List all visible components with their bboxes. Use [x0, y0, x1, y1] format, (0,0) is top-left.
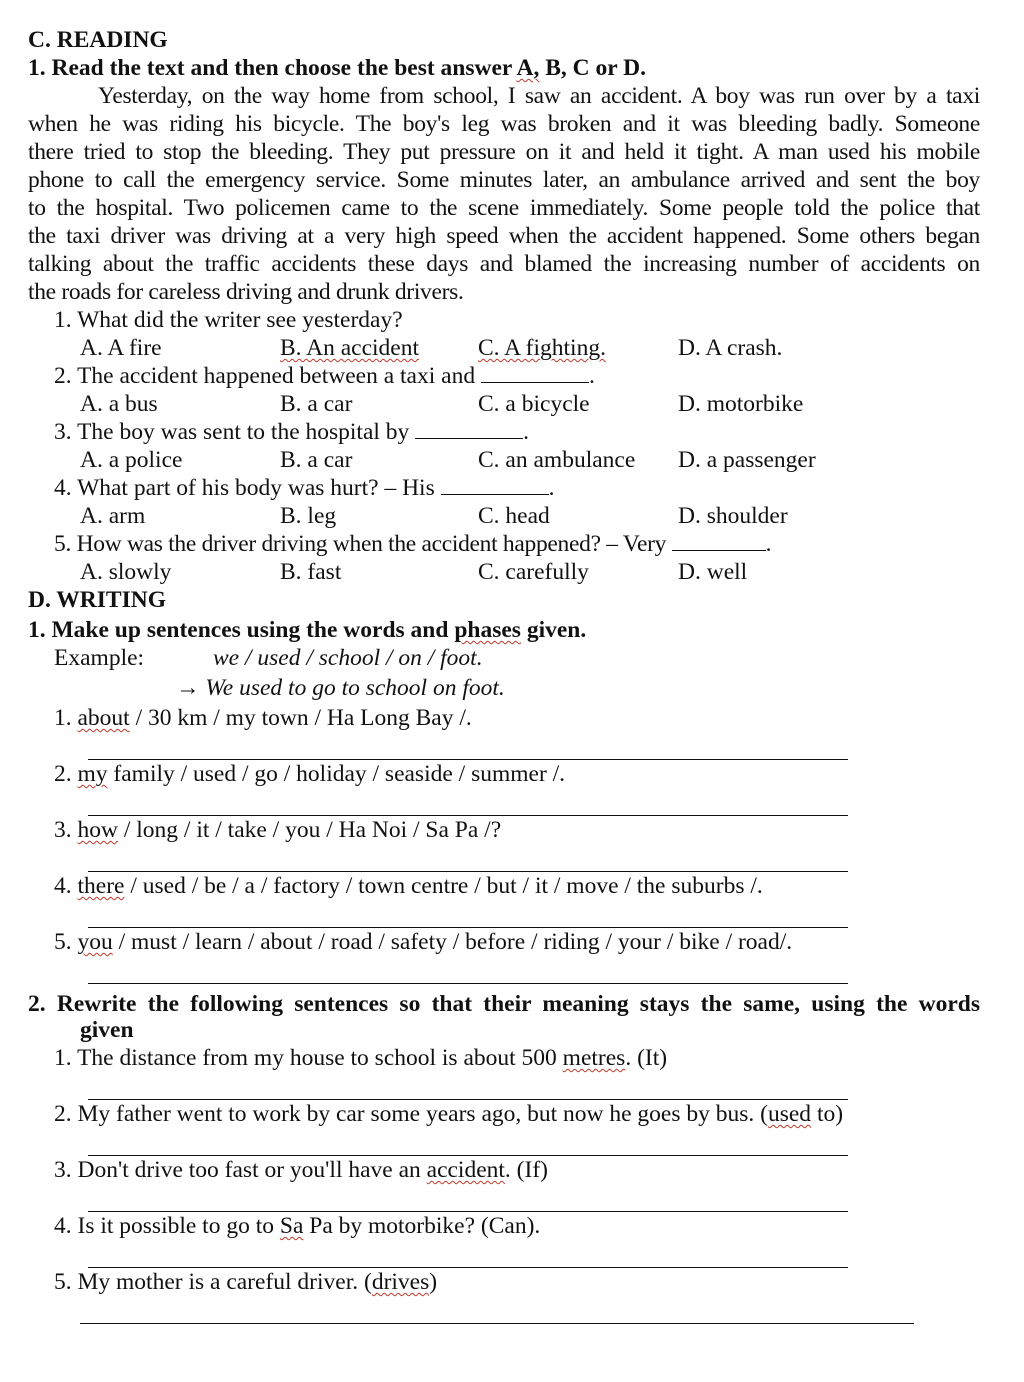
reading-question-5: 5. How was the driver driving when the accident happened? – Very .: [54, 531, 772, 557]
option[interactable]: B. leg: [280, 503, 337, 529]
example-answer: → We used to go to school on foot.: [176, 675, 505, 701]
option[interactable]: D. well: [678, 559, 748, 585]
option[interactable]: C. A fighting.: [478, 335, 606, 361]
answer-line[interactable]: [28, 1184, 980, 1212]
question-4-options: [28, 502, 980, 530]
worksheet: [28, 26, 980, 1324]
writing-item-1: 1. about / 30 km / my town / Ha Long Bay /.: [54, 705, 472, 731]
answer-line[interactable]: [28, 844, 980, 872]
reading-question-3: 3. The boy was sent to the hospital by .: [54, 419, 530, 445]
answer-line[interactable]: [28, 956, 980, 984]
reading-question-4: 4. What part of his body was hurt? – His .: [54, 475, 555, 501]
writing-item-5: 5. you / must / learn / about / road / safety / before / riding / your / bike / road/.: [54, 929, 793, 955]
reading-passage: [28, 82, 980, 306]
answer-line[interactable]: [28, 1072, 980, 1100]
writing-task2-title-cont: given: [80, 1017, 134, 1043]
answer-blank[interactable]: [415, 420, 523, 439]
passage-line: phone to call the emergency service. Some minutes later, an ambulance arrived and sent the boy: [28, 167, 980, 193]
rewrite-item-1: 1. The distance from my house to school is about 500 metres. (It): [54, 1045, 668, 1071]
writing-task2-title: 2. Rewrite the following sentences so that their meaning stays the same, using the words: [28, 991, 980, 1017]
option[interactable]: A. a police: [80, 447, 183, 473]
rewrite-item-3: 3. Don't drive too fast or you'll have an accident. (If): [54, 1157, 548, 1183]
answer-line[interactable]: [28, 1296, 980, 1324]
option[interactable]: B. a car: [280, 447, 353, 473]
option[interactable]: A. A fire: [80, 335, 162, 361]
answer-blank[interactable]: [481, 364, 589, 383]
rewrite-item-2: 2. My father went to work by car some years ago, but now he goes by bus. (used to): [54, 1101, 844, 1127]
passage-line: the taxi driver was driving at a very high speed when the accident happened. Some others began: [28, 223, 980, 249]
reading-question-2: 2. The accident happened between a taxi and .: [54, 363, 595, 389]
reading-heading: C. READING: [28, 27, 168, 53]
passage-line: there tried to stop the bleeding. They put pressure on it and held it tight. A man used his mobile: [28, 139, 980, 165]
writing-task1-title: 1. Make up sentences using the words and phases given.: [28, 617, 587, 643]
option[interactable]: C. a bicycle: [478, 391, 590, 417]
answer-blank[interactable]: [441, 476, 549, 495]
passage-line: to the hospital. Two policemen came to the scene immediately. Some people told the police that: [28, 195, 980, 221]
passage-line: the roads for careless driving and drunk drivers.: [28, 279, 464, 305]
answer-line[interactable]: [28, 1128, 980, 1156]
option[interactable]: D. a passenger: [678, 447, 816, 473]
option[interactable]: B. a car: [280, 391, 353, 417]
option[interactable]: C. carefully: [478, 559, 589, 585]
option[interactable]: D. A crash.: [678, 335, 783, 361]
example-label: Example:: [54, 645, 145, 671]
reading-question-1: 1. What did the writer see yesterday?: [54, 307, 403, 333]
option[interactable]: B. An accident: [280, 335, 420, 361]
option[interactable]: D. shoulder: [678, 503, 788, 529]
rewrite-item-4: 4. Is it possible to go to Sa Pa by motorbike? (Can).: [54, 1213, 541, 1239]
answer-line[interactable]: [28, 732, 980, 760]
writing-item-2: 2. my family / used / go / holiday / seaside / summer /.: [54, 761, 566, 787]
writing-item-3: 3. how / long / it / take / you / Ha Noi / Sa Pa /?: [54, 817, 502, 843]
answer-line[interactable]: [28, 788, 980, 816]
option[interactable]: C. an ambulance: [478, 447, 636, 473]
rewrite-item-5: 5. My mother is a careful driver. (drives): [54, 1269, 438, 1295]
answer-line[interactable]: [28, 1240, 980, 1268]
writing-item-4: 4. there / used / be / a / factory / town centre / but / it / move / the suburbs /.: [54, 873, 763, 899]
answer-blank[interactable]: [672, 532, 766, 551]
example-prompt: we / used / school / on / foot.: [213, 645, 483, 671]
option[interactable]: A. a bus: [80, 391, 158, 417]
writing-heading: D. WRITING: [28, 587, 166, 613]
option[interactable]: D. motorbike: [678, 391, 804, 417]
option[interactable]: A. slowly: [80, 559, 172, 585]
question-3-options: [28, 446, 980, 474]
reading-task-title: 1. Read the text and then choose the best answer A, B, C or D.: [28, 55, 646, 81]
passage-line: when he was riding his bicycle. The boy's leg was broken and it was bleeding badly. Someone: [28, 111, 980, 137]
passage-line: talking about the traffic accidents these days and blamed the increasing number of accidents on: [28, 251, 980, 277]
question-5-options: [28, 558, 980, 586]
option[interactable]: A. arm: [80, 503, 146, 529]
option[interactable]: C. head: [478, 503, 550, 529]
question-1-options: [28, 334, 980, 362]
answer-line[interactable]: [28, 900, 980, 928]
option[interactable]: B. fast: [280, 559, 342, 585]
passage-line: Yesterday, on the way home from school, I saw an accident. A boy was run over by a taxi: [98, 83, 980, 109]
example-row: [28, 644, 980, 674]
question-2-options: [28, 390, 980, 418]
